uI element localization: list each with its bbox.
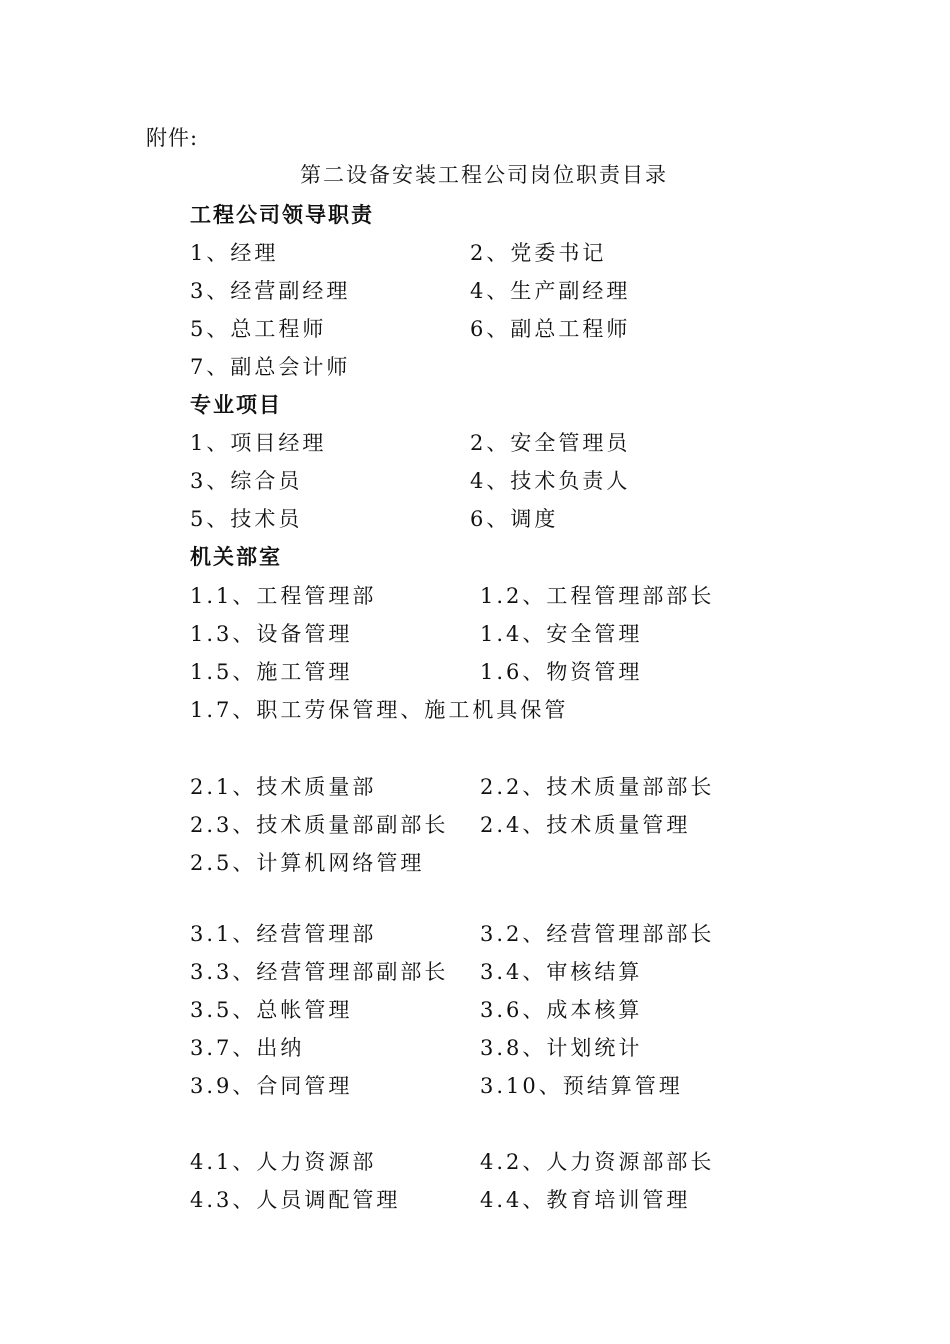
list-item: 4.1、人力资源部 (190, 1150, 377, 1174)
list-item: 2.5、计算机网络管理 (190, 851, 425, 875)
list-item: 3.1、经营管理部 (190, 922, 377, 946)
list-item: 2.1、技术质量部 (190, 775, 377, 799)
list-item: 3.3、经营管理部副部长 (190, 960, 449, 984)
list-item: 1.2、工程管理部部长 (480, 584, 715, 608)
list-item: 2.3、技术质量部副部长 (190, 813, 449, 837)
list-item: 7、副总会计师 (190, 355, 351, 379)
list-item: 3.7、出纳 (190, 1036, 305, 1060)
list-item: 4.4、教育培训管理 (480, 1188, 691, 1212)
section-heading-leaders: 工程公司领导职责 (190, 203, 374, 227)
list-item: 3.2、经营管理部部长 (480, 922, 715, 946)
list-item: 1.3、设备管理 (190, 622, 353, 646)
section-heading-project: 专业项目 (190, 393, 282, 417)
list-item: 3、综合员 (190, 469, 303, 493)
section-heading-departments: 机关部室 (190, 545, 282, 569)
list-item: 6、调度 (470, 507, 559, 531)
list-item: 2.2、技术质量部部长 (480, 775, 715, 799)
list-item: 1、项目经理 (190, 431, 327, 455)
list-item: 2、安全管理员 (470, 431, 631, 455)
list-item: 4.2、人力资源部部长 (480, 1150, 715, 1174)
list-item: 3.10、预结算管理 (480, 1074, 683, 1098)
list-item: 1.1、工程管理部 (190, 584, 377, 608)
list-item: 5、技术员 (190, 507, 303, 531)
list-item: 4、生产副经理 (470, 279, 631, 303)
list-item: 2.4、技术质量管理 (480, 813, 691, 837)
list-item: 3.5、总帐管理 (190, 998, 353, 1022)
list-item: 4.3、人员调配管理 (190, 1188, 401, 1212)
list-item: 3.9、合同管理 (190, 1074, 353, 1098)
list-item: 4、技术负责人 (470, 469, 631, 493)
list-item: 2、党委书记 (470, 241, 607, 265)
list-item: 3.8、计划统计 (480, 1036, 643, 1060)
list-item: 5、总工程师 (190, 317, 327, 341)
list-item: 1.4、安全管理 (480, 622, 643, 646)
list-item: 3.6、成本核算 (480, 998, 643, 1022)
attachment-label: 附件: (146, 126, 199, 150)
list-item: 1.6、物资管理 (480, 660, 643, 684)
list-item: 3.4、审核结算 (480, 960, 643, 984)
list-item: 1.5、施工管理 (190, 660, 353, 684)
list-item: 1.7、职工劳保管理、施工机具保管 (190, 698, 569, 722)
document-title: 第二设备安装工程公司岗位职责目录 (300, 163, 668, 187)
list-item: 6、副总工程师 (470, 317, 631, 341)
list-item: 1、经理 (190, 241, 279, 265)
list-item: 3、经营副经理 (190, 279, 351, 303)
